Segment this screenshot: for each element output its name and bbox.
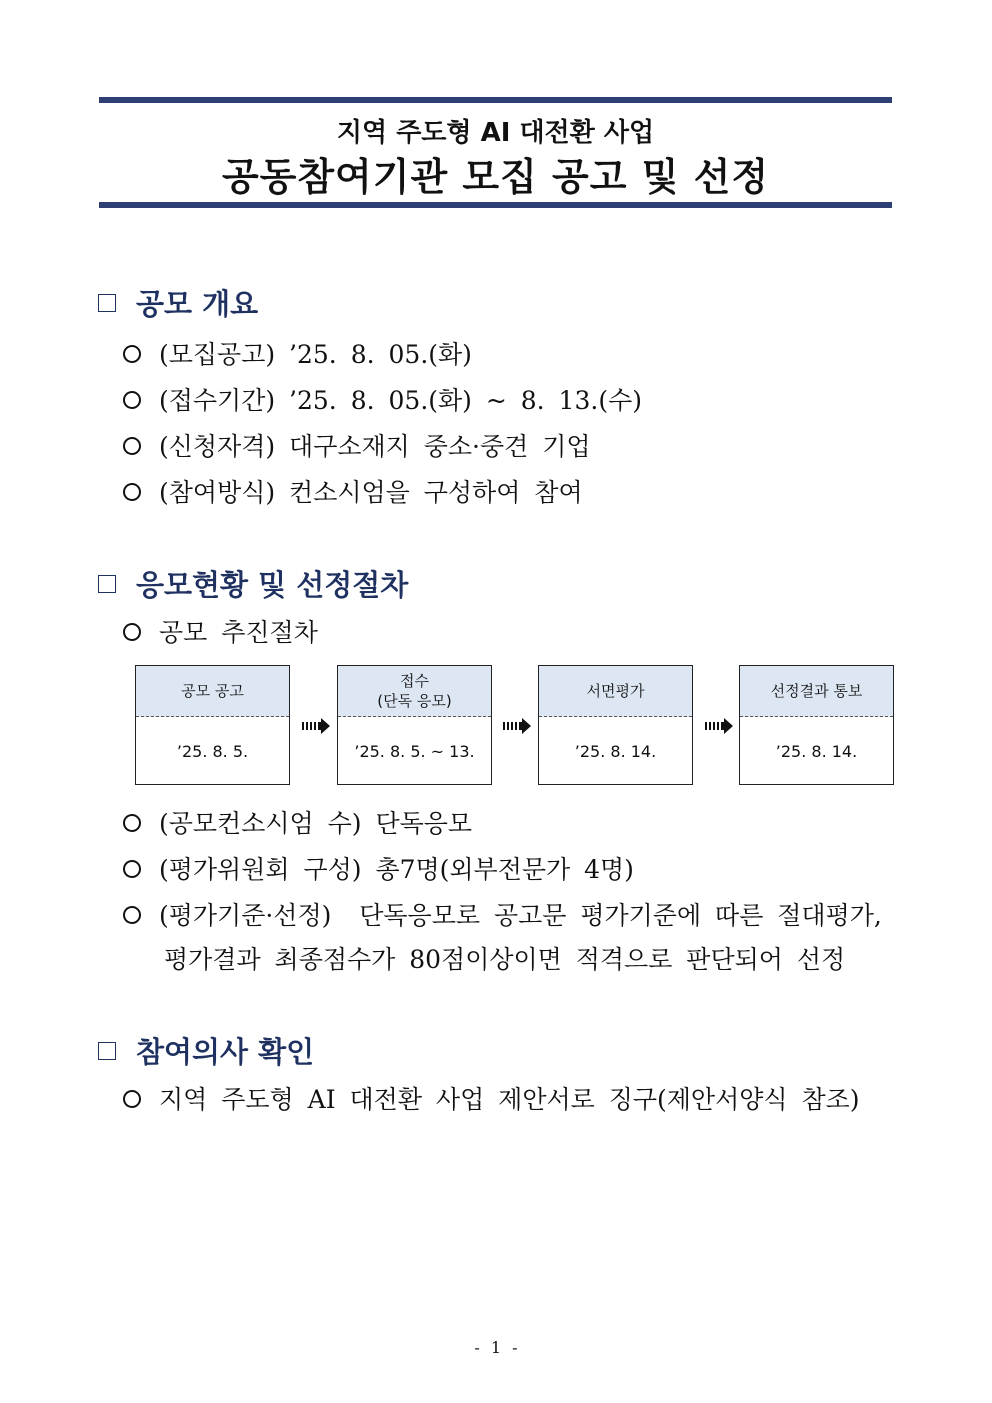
list-item [123,335,472,371]
list-item [123,473,583,509]
flow-step-label-group [338,666,491,717]
section-heading-text: 공모 개요 [136,287,259,321]
list-item-text: (공모컨소시엄 수) 단독응모 [159,809,473,838]
circle-bullet-icon [123,860,141,878]
list-item-text: (모집공고) ’25. 8. 05.(화) [159,340,472,369]
list-item-continuation: 평가결과 최종점수가 80점이상이면 적격으로 판단되어 선정 [164,945,846,974]
top-rule [99,97,892,103]
checkbox-square-icon [98,294,116,312]
flow-step-date: ’25. 8. 5. [176,741,249,761]
flow-step-evaluation [538,665,693,785]
list-item [123,613,318,649]
circle-bullet-icon [123,814,141,832]
list-item [123,427,591,463]
flow-step-label: 접수 [400,672,429,690]
document-title: 공동참여기관 모집 공고 및 선정 [221,155,770,199]
list-item [123,896,882,932]
list-item-text: (평가위원회 구성) 총7명(외부전문가 4명) [159,855,634,884]
list-item-text: (접수기간) ’25. 8. 05.(화) ~ 8. 13.(수) [159,386,642,415]
list-item [123,381,642,417]
arrow-right-icon [503,718,531,734]
section-heading-procedure [98,563,408,604]
section-heading-overview [98,282,258,323]
bottom-rule [99,202,892,208]
arrow-right-icon [302,718,330,734]
checkbox-square-icon [98,575,116,593]
flow-step-reception [337,665,492,785]
list-item [123,850,634,886]
section-heading-intent [98,1030,314,1071]
section-heading-text: 참여의사 확인 [136,1035,315,1069]
circle-bullet-icon [123,1090,141,1108]
flow-step-date: ’25. 8. 5. ~ 13. [354,741,475,761]
list-item-text: 지역 주도형 AI 대전환 사업 제안서로 징구(제안서양식 참조) [159,1085,860,1114]
section-heading-text: 응모현황 및 선정절차 [136,568,409,602]
list-item [123,804,472,840]
flow-step-announcement [135,665,290,785]
list-item-text: (평가기준·선정) 단독응모로 공고문 평가기준에 따른 절대평가, [159,901,882,930]
circle-bullet-icon [123,345,141,363]
flow-step-date: ’25. 8. 14. [775,741,858,761]
flow-step-label: 공모 공고 [136,666,289,717]
circle-bullet-icon [123,906,141,924]
circle-bullet-icon [123,483,141,501]
flow-step-notification [739,665,894,785]
list-item-text: (신청자격) 대구소재지 중소·중견 기업 [159,432,591,461]
document-subtitle: 지역 주도형 AI 대전환 사업 [336,118,655,148]
checkbox-square-icon [98,1042,116,1060]
circle-bullet-icon [123,623,141,641]
flow-step-date: ’25. 8. 14. [574,741,657,761]
circle-bullet-icon [123,391,141,409]
flow-step-label: 서면평가 [539,666,692,717]
flow-step-sublabel: (단독 응모) [377,692,452,710]
arrow-right-icon [705,718,733,734]
flow-step-label: 선정결과 통보 [740,666,893,717]
list-item [123,1080,860,1116]
circle-bullet-icon [123,437,141,455]
list-item-text: (참여방식) 컨소시엄을 구성하여 참여 [159,478,583,507]
page-number: - 1 - [474,1338,518,1357]
list-item-text: 공모 추진절차 [159,618,318,647]
